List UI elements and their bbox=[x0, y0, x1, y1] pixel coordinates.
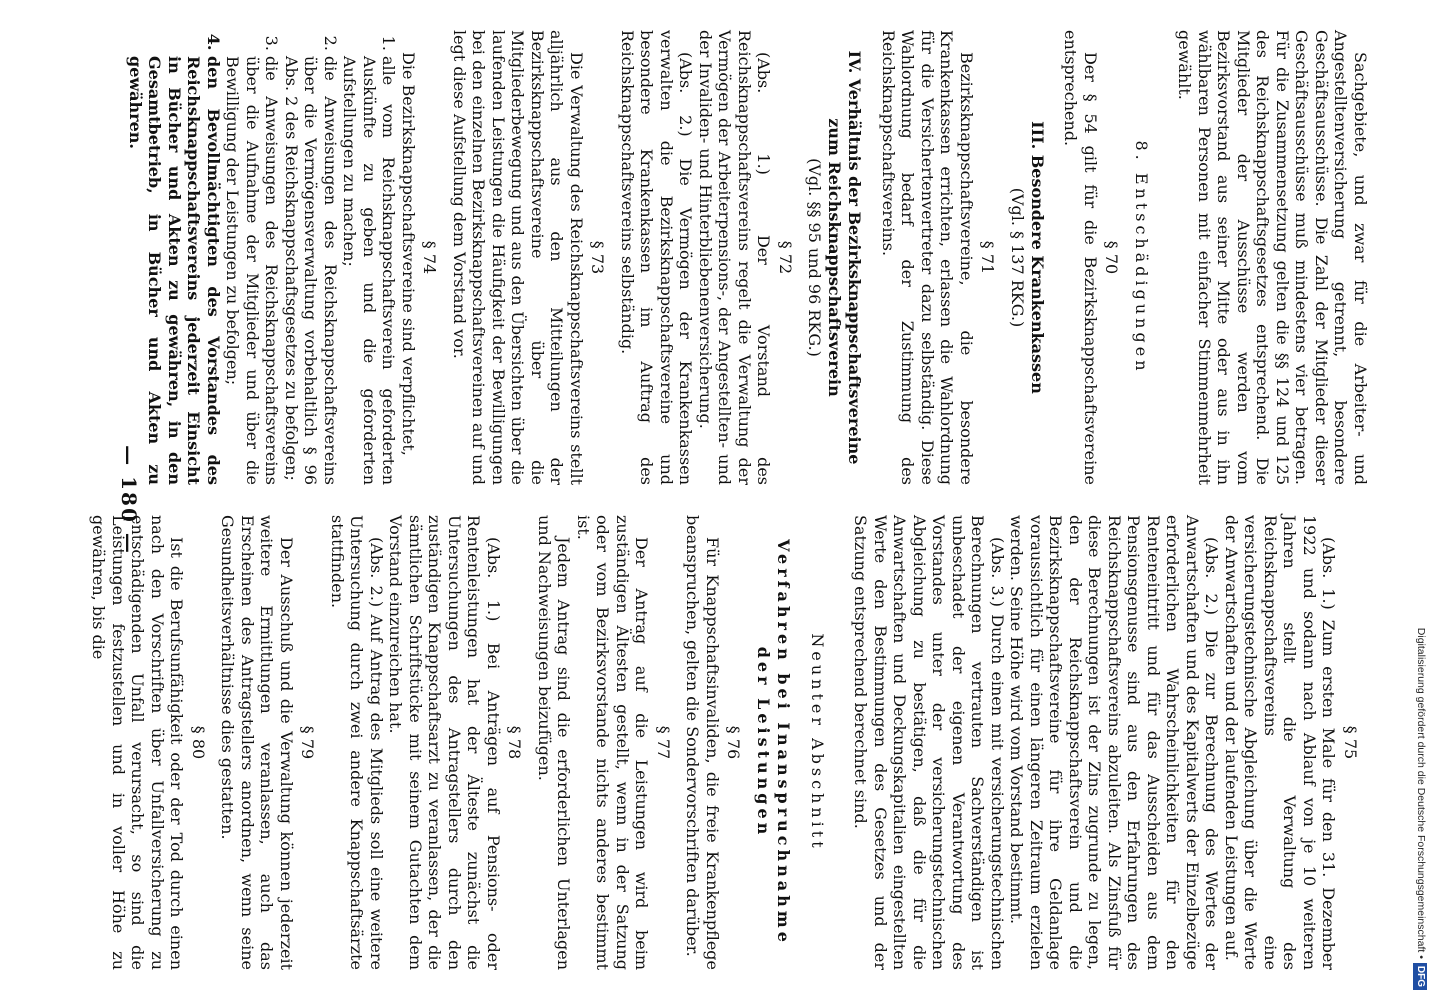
obligation-list bbox=[126, 30, 399, 485]
paragraph: Der Antrag auf die Leistungen wird beim zuständigen Ältesten gestellt, wenn in der Satzung oder vom Bezirksvorstande nichts anderes bestimmt ist. bbox=[574, 515, 652, 970]
chapter-heading: IV. Verhältnis der Bezirksknappschaftsvereine zum Reichsknappschaftsverein bbox=[825, 50, 865, 465]
right-column bbox=[89, 515, 1370, 970]
paragraph: Für Knappschaftsinvaliden, die freie Krankenpflege beanspruchen, gelten die Sondervorschriften darüber. bbox=[683, 515, 722, 970]
section-heading: Neunter Abschnitt bbox=[808, 633, 827, 852]
paragraph: Jedem Antrag sind die erforderlichen Unterlagen und Nachweisungen beizufügen. bbox=[535, 515, 574, 970]
chapter-subheading: (Vgl. § 137 RKG.) bbox=[1008, 187, 1027, 328]
paragraph: (Abs. 1.) Der Vorstand des Reichsknappschaftsvereins regelt die Verwaltung der Vermögen der Arbeiterpensions-, der Angestellten- und der Invaliden- und Hinterbliebenenversicherung. bbox=[696, 30, 774, 485]
section-heading: 8. Entschädigungen bbox=[1132, 140, 1151, 375]
digitization-sidebar bbox=[1412, 10, 1430, 990]
list-item: 1. alle vom Reichsknappschaftsverein geforderten Auskünfte zu geben und die geforderten Aufstellungen zu machen; bbox=[340, 56, 399, 485]
paragraph-number: § 74 bbox=[420, 240, 440, 275]
paragraph-number: § 78 bbox=[505, 725, 525, 760]
paragraph-number: § 77 bbox=[654, 725, 673, 760]
left-column bbox=[126, 30, 1370, 485]
paragraph-number: § 73 bbox=[588, 240, 608, 275]
paragraph: (Abs. 2.) Auf Antrag des Mitglieds soll eine weitere Untersuchung durch zwei andere Knappschaftsärzte stattfinden. bbox=[328, 515, 386, 970]
paragraph: (Abs. 1.) Bei Anträgen auf Pensions- oder Rentenleistungen hat der Älteste zunächst die Untersuchungen des Antragstellers durch den zuständigen Knappschaftsarzt zu veranlassen, der die sämtlichen Schriftstücke mit seinem Gutachten dem Vorstand einzureichen hat. bbox=[386, 515, 503, 970]
list-item: 4. den Bevollmächtigten des Vorstandes des Reichsknappschaftsvereins jederzeit Einsicht in Bücher und Akten zu gewähren, in den Gesamtbetrieb, in Bücher und Akten zu gewähren. bbox=[126, 56, 224, 485]
paragraph-number: § 71 bbox=[978, 240, 998, 275]
dfg-logo: DFG bbox=[1413, 963, 1427, 990]
paragraph: Sachgebiete, und zwar für die Arbeiter- und Angestelltenversicherung getrennt, besondere Geschäftsausschüsse. Die Zahl der Mitglieder dieser Geschäftsausschüsse muß mindestens vier betragen. Für die Zusammensetzung gelten die §§ 124 und 125 des Reichsknappschaftsgesetzes entsprechend. Die Mitglieder der Ausschüsse werden vom Bezirksvorstand aus seiner Mitte oder aus in ihn wählbaren Personen mit einfacher Stimmenmehrheit gewählt. bbox=[1175, 30, 1370, 485]
paragraph-number: § 80 bbox=[189, 725, 208, 760]
paragraph: Der § 54 gilt für die Bezirksknappschaftsvereine entsprechend. bbox=[1061, 30, 1100, 485]
paragraph-number: § 72 bbox=[776, 240, 795, 275]
paragraph: (Abs. 3.) Durch einen mit versicherungstechnischen Berechnungen vertrauten Sachverständigen ist unbeschadet der eigenen Verantwortung des Vorstandes unter der versicherungstechnischen Abgleichung zu bestätigen, daß die für die Anwartschaften und Deckungskapitalien eingestellten Werte den Bestimmungen des Gesetzes und der Satzung entsprechend berechnet sind. bbox=[851, 515, 1007, 970]
chapter-subheading: (Vgl. §§ 95 und 96 RKG.) bbox=[805, 158, 825, 357]
paragraph: Die Verwaltung des Reichsknappschaftsvereins stellt alljährlich aus den Mitteilungen der Bezirksknappschaftsvereine über die Mitgliederbewegung und aus den Übersichten über die laufenden Leistungen die Häufigkeit der Bewilligungen bei den einzelnen Bezirksknappschaftsvereinen auf und legt diese Aufstellung dem Vorstand vor. bbox=[450, 30, 586, 485]
paragraph: (Abs. 1.) Zum ersten Male für den 31. Dezember 1922 und sodann nach Ablauf von je 10 weiteren Jahren stellt die Verwaltung des Reichsknappschaftsvereins eine versicherungstechnische Abgleichung über die Werte der Anwartschaften und der laufenden Leistungen auf. bbox=[1222, 515, 1339, 970]
paragraph: Bezirksknappschaftsvereine, die besondere Krankenkassen errichten, erlassen die Wahlordnung für die Versichertenvertreter dazu selbständig. Diese Wahlordnung bedarf der Zustimmung des Reichsknappschaftsvereins. bbox=[879, 30, 976, 485]
paragraph: (Abs. 2.) Die zur Berechnung des Wertes der Anwartschaften und des Kapitalwerts der Einzelbezüge erforderlichen Wahrscheinlichkeiten für den Renteneintritt und für das Ausscheiden aus dem Pensionsgenusse sind aus den Erfahrungen des Reichsknappschaftsvereins abzuleiten. Als Zinsfuß für diese Berechnungen ist der Zins zugrunde zu legen, den der Reichsknappschaftsverein und die Bezirksknappschaftsvereine für ihre Geldanlage voraussichtlich für einen längeren Zeitraum erzielen werden. Seine Höhe wird vom Vorstand bestimmt. bbox=[1007, 515, 1222, 970]
paragraph: Ist die Berufsunfähigkeit oder der Tod durch einen nach den Vorschriften über Unfallversicherung zu entschädigenden Unfall verursacht, so sind die Leistungen festzustellen und in voller Höhe zu gewähren, bis die bbox=[89, 515, 187, 970]
list-item: 3. die Anweisungen des Reichsknappschaftsvereins über die Aufnahme der Mitglieder und über die Bewilligung der Leistungen zu befolgen; bbox=[223, 56, 282, 485]
paragraph: Die Bezirksknappschaftsvereine sind verpflichtet, bbox=[399, 52, 418, 456]
list-item: 2. die Anweisungen des Reichsknappschaftsvereins über die Vermögensverwaltung vorbehaltlich § 96 Abs. 2 des Reichsknappschaftsgesetzes zu befolgen; bbox=[282, 56, 341, 485]
paragraph: Der Ausschuß und die Verwaltung können jederzeit weitere Ermittlungen veranlassen, auch das Erscheinen des Antragstellers anordnen, wenn seine Gesundheitsverhältnisse dies gestatten. bbox=[218, 515, 296, 970]
paragraph: (Abs. 2.) Die Vermögen der Krankenkassen verwalten die Bezirksknappschaftsvereine und besondere Krankenkassen im Auftrag des Reichsknappschaftsvereins selbständig. bbox=[618, 30, 696, 485]
paragraph-number: § 75 bbox=[1341, 725, 1360, 760]
digitization-note: Digitalisierung gefördert durch die Deutsche Forschungsgemeinschaft • bbox=[1415, 627, 1427, 959]
page-number: — 180 — bbox=[117, 445, 141, 555]
chapter-heading: III. Besondere Krankenkassen bbox=[1028, 121, 1047, 394]
paragraph-number: § 70 bbox=[1102, 240, 1122, 275]
section-title: Verfahren bei Inanspruchnahme der Leistungen bbox=[754, 539, 794, 946]
paragraph-number: § 76 bbox=[724, 725, 744, 760]
paragraph-number: § 79 bbox=[298, 725, 318, 760]
